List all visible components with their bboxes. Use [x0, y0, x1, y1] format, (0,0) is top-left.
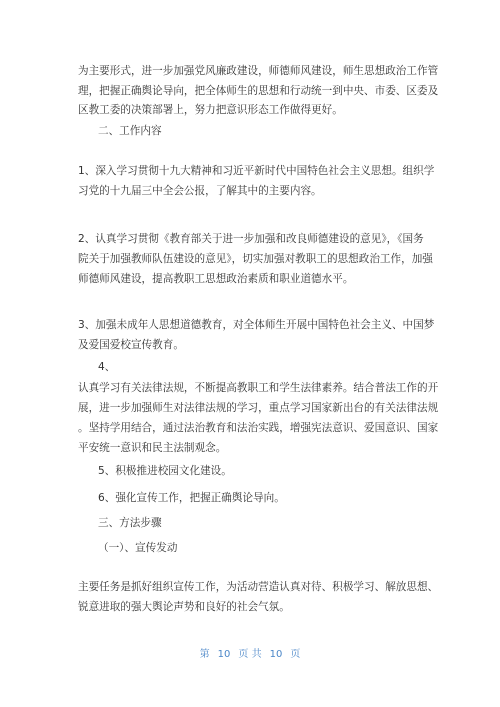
- text-line: 。坚持学用结合，通过法治教育和法治实践，增强宪法意识、爱国意识、国家: [78, 422, 439, 434]
- text-line: 及爱国爱校宣传教育。: [78, 339, 184, 351]
- text-line: 区教工委的决策部署上，努力把意识形态工作做得更好。: [78, 104, 343, 116]
- text-line: 展，进一步加强师生对法律法规的学习，重点学习国家新出台的有关法律法规: [78, 402, 439, 414]
- text-line: 师德师风建设，提高教职工思想政治素质和职业道德水平。: [78, 273, 354, 285]
- text-line: 为主要形式，进一步加强党风廉政建设，师德师风建设，师生思想政治工作管: [78, 65, 439, 77]
- text-line: 认真学习有关法律法规，不断提高教职工和学生法律素养。结合普法工作的开: [78, 382, 439, 394]
- current-page-number: 10: [217, 649, 231, 660]
- list-number: 4、: [98, 361, 116, 373]
- section-heading: 三、方法步骤: [98, 517, 162, 529]
- text-line: 3、加强未成年人思想道德教育，对全体师生开展中国特色社会主义、中国梦: [78, 319, 435, 331]
- footer-suffix: 页: [290, 649, 301, 660]
- text-line: 平安统一意识和民主法制观念。: [78, 442, 227, 454]
- text-line: 6、强化宣传工作，把握正确舆论导向。: [98, 492, 285, 504]
- text-line: 锐意进取的强大舆论声势和良好的社会气氛。: [78, 601, 290, 613]
- subsection-heading: （一）、宣传发动: [98, 542, 178, 554]
- section-heading: 二、工作内容: [98, 125, 162, 137]
- total-pages-number: 10: [269, 649, 283, 660]
- text-line: 习党的十九届三中全会公报，了解其中的主要内容。: [78, 185, 322, 197]
- text-line: 2、认真学习贯彻《教育部关于进一步加强和改良师德建设的意见》，《国务: [78, 233, 424, 245]
- text-line: 理，把握正确舆论导向，把全体师生的思想和行动统一到中央、市委、区委及: [78, 85, 439, 97]
- text-line: 院关于加强教师队伍建设的意见》，切实加强对教职工的思想政治工作，加强: [78, 253, 433, 265]
- text-line: 5、积极推进校园文化建设。: [98, 465, 232, 477]
- text-line: 1、深入学习贯彻十九大精神和习近平新时代中国特色社会主义思想。组织学: [78, 165, 435, 177]
- text-line: 主要任务是抓好组织宣传工作，为活动营造认真对待、积极学习、解放思想、: [78, 581, 439, 593]
- footer-prefix: 第: [199, 649, 210, 660]
- page-footer: [0, 645, 500, 660]
- footer-middle: 页 共: [238, 649, 262, 660]
